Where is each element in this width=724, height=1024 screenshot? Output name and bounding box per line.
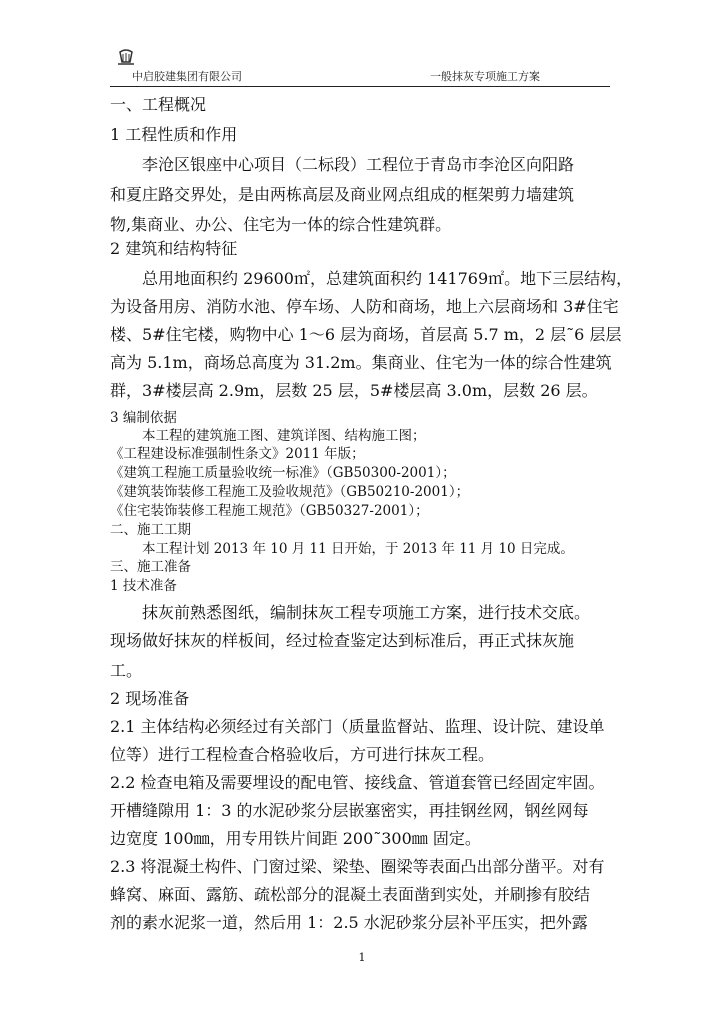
paragraph-line: 物,集商业、办公、住宅为一体的综合性建筑群。 xyxy=(110,215,452,234)
paragraph-line: 和夏庄路交界处，是由两栋高层及商业网点组成的框架剪力墙建筑 xyxy=(110,185,575,204)
paragraph-line: 2.1 主体结构必须经过有关部门（质量监督站、监理、设计院、建设单 xyxy=(110,717,605,736)
subsection-heading: 3 编制依据 xyxy=(110,410,177,426)
paragraph-line: 开槽缝隙用 1：3 的水泥砂浆分层嵌塞密实，再挂钢丝网，钢丝网每 xyxy=(110,801,589,820)
paragraph-line: 李沧区银座中心项目（二标段）工程位于青岛市李沧区向阳路 xyxy=(142,155,575,174)
paragraph-line: 楼、5#住宅楼，购物中心 1～6 层为商场，首层高 5.7 m，2 层˜6 层层 xyxy=(110,325,622,344)
reference-item: 《建筑工程施工质量验收统一标准》（GB50300-2001）； xyxy=(110,465,456,481)
reference-item: 《住宅装饰装修工程施工规范》（GB50327-2001）； xyxy=(110,503,429,519)
paragraph-line: 群，3#楼层高 2.9m，层数 25 层，5#楼层高 3.0m，层数 26 层。 xyxy=(110,381,598,400)
paragraph-line: 现场做好抹灰的样板间，经过检查鉴定达到标准后，再正式抹灰施 xyxy=(110,631,575,650)
subsection-heading: 1 技术准备 xyxy=(110,578,177,594)
paragraph-line: 工。 xyxy=(110,661,143,680)
paragraph-line: 高为 5.1m，商场总高度为 31.2m。集商业、住宅为一体的综合性建筑 xyxy=(110,353,612,372)
paragraph-line: 本工程计划 2013 年 10 月 11 日开始，于 2013 年 11 月 10 日完成。 xyxy=(142,541,574,557)
section-heading: 二、施工工期 xyxy=(110,522,191,538)
reference-item: 《建筑装饰装修工程施工及验收规范》（GB50210-2001）； xyxy=(110,484,470,500)
company-name: 中启胶建集团有限公司 xyxy=(132,70,242,83)
reference-item: 《工程建设标准强制性条文》2011 年版； xyxy=(110,446,365,462)
paragraph-line: 边宽度 100㎜，用专用铁片间距 200˜300㎜ 固定。 xyxy=(110,829,481,848)
document-title: 一般抹灰专项施工方案 xyxy=(430,70,540,83)
paragraph-line: 位等）进行工程检查合格验收后，方可进行抹灰工程。 xyxy=(110,745,495,764)
page-number: 1 xyxy=(358,951,366,964)
paragraph-line: 2.3 将混凝土构件、门窗过梁、梁垫、圈梁等表面凸出部分凿平。对有 xyxy=(110,857,605,876)
section-heading: 三、施工准备 xyxy=(110,559,191,575)
paragraph-line: 蜂窝、麻面、露筋、疏松部分的混凝土表面凿到实处，并刷掺有胶结 xyxy=(110,885,591,904)
page-header xyxy=(110,46,610,87)
paragraph-line: 剂的素水泥浆一道，然后用 1：2.5 水泥砂浆分层补平压实，把外露 xyxy=(110,913,588,932)
paragraph-line: 抹灰前熟悉图纸，编制抹灰工程专项施工方案，进行技术交底。 xyxy=(142,603,591,622)
paragraph-line: 为设备用房、消防水池、停车场、人防和商场，地上六层商场和 3#住宅 xyxy=(110,297,619,316)
section-heading: 一、工程概况 xyxy=(110,95,207,114)
paragraph-line: 总用地面积约 29600㎡，总建筑面积约 141769㎡。地下三层结构， xyxy=(142,269,633,288)
paragraph-line: 本工程的建筑施工图、建筑详图、结构施工图； xyxy=(142,428,426,444)
paragraph-line: 2.2 检查电箱及需要埋设的配电管、接线盒、管道套管已经固定牢固。 xyxy=(110,773,605,792)
subsection-heading: 2 现场准备 xyxy=(110,689,190,708)
subsection-heading: 2 建筑和结构特征 xyxy=(110,239,238,258)
subsection-heading: 1 工程性质和作用 xyxy=(110,125,238,144)
